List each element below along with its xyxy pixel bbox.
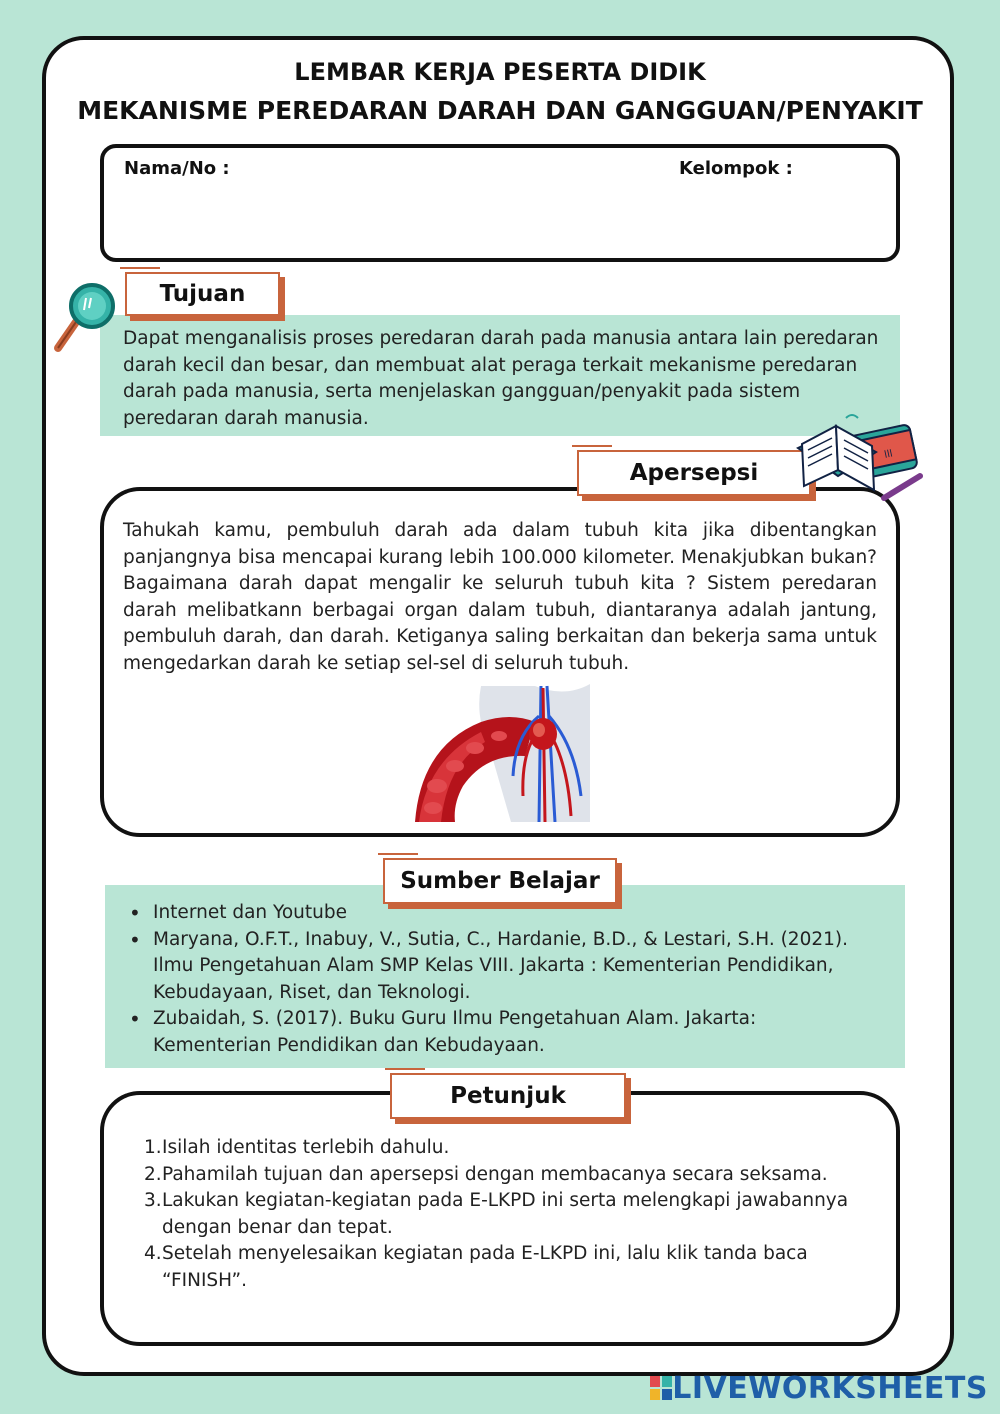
magnifier-icon (50, 282, 130, 358)
step-number: 1. (144, 1137, 162, 1158)
apersepsi-heading: Apersepsi (577, 450, 811, 496)
step-number: 2. (144, 1163, 162, 1185)
liveworksheets-mark-icon (650, 1376, 672, 1400)
step-text: Pahamilah tujuan dan apersepsi dengan membacanya secara seksama. (162, 1163, 828, 1185)
tujuan-text: Dapat menganalisis proses peredaran darah pada manusia antara lain peredaran darah kecil dan besar, dan membuat alat peraga terkait mekanisme peredaran darah pada manusia, serta menjelaskan gangguan/penyakit pada sistem peredaran darah manusia. (123, 328, 879, 429)
petunjuk-steps (144, 1135, 864, 1294)
list-item: • Internet dan Youtube (105, 900, 880, 927)
list-item: • Maryana, O.F.T., Inabuy, V., Sutia, C., Hardanie, B.D., & Lestari, S.H. (2021). Ilmu Pengetahuan Alam SMP Kelas VIII. Jakarta : Kementerian Pendidikan, Kebudayaan, Riset, dan Teknologi. (105, 927, 880, 1007)
circulatory-system-illustration (415, 676, 590, 822)
list-item: • Zubaidah, S. (2017). Buku Guru Ilmu Pengetahuan Alam. Jakarta: Kementerian Pendidikan dan Kebudayaan. (105, 1006, 880, 1059)
step-text: Isilah identitas terlebih dahulu. (162, 1137, 450, 1158)
open-book-icon (788, 410, 933, 505)
brand-text: LIVEWORKSHEETS (672, 1371, 988, 1406)
sumber-heading: Sumber Belajar (383, 858, 617, 904)
name-label: Nama/No : (124, 158, 230, 179)
list-item (144, 1241, 864, 1294)
step-text: Lakukan kegiatan-kegiatan pada E-LKPD ini serta melengkapi jawabannya dengan benar dan tepat. (162, 1190, 849, 1238)
svg-text:lll: lll (883, 448, 894, 461)
liveworksheets-logo[interactable] (650, 1371, 988, 1406)
worksheet-title: LEMBAR KERJA PESERTA DIDIK (294, 58, 706, 86)
tujuan-heading: Tujuan (125, 272, 280, 316)
petunjuk-heading: Petunjuk (390, 1073, 626, 1119)
identity-box[interactable] (100, 144, 900, 262)
group-label: Kelompok : (679, 158, 793, 179)
sumber-list (105, 900, 880, 1059)
apersepsi-text: Tahukah kamu, pembuluh darah ada dalam tubuh kita jika dibentangkan panjangnya bisa mencapai kurang lebih 100.000 kilometer. Menakjubkan bukan? Bagaimana darah dapat mengalir ke seluruh tubuh kita ? Sistem peredaran darah melibatkann berbagai organ dalam tubuh, diantaranya adalah jantung, pembuluh darah, dan darah. Ketiganya saling berkaitan dan bekerja sama untuk mengedarkan darah ke setiap sel-sel di seluruh tubuh. (123, 520, 877, 674)
step-number: 4. (144, 1243, 162, 1264)
list-item (144, 1135, 864, 1162)
list-item (144, 1162, 864, 1189)
list-item (144, 1188, 864, 1241)
worksheet-subtitle: MEKANISME PEREDARAN DARAH DAN GANGGUAN/PENYAKIT (77, 96, 923, 125)
step-text: Setelah menyelesaikan kegiatan pada E-LKPD ini, lalu klik tanda baca “FINISH”. (162, 1243, 808, 1291)
step-number: 3. (144, 1190, 162, 1211)
